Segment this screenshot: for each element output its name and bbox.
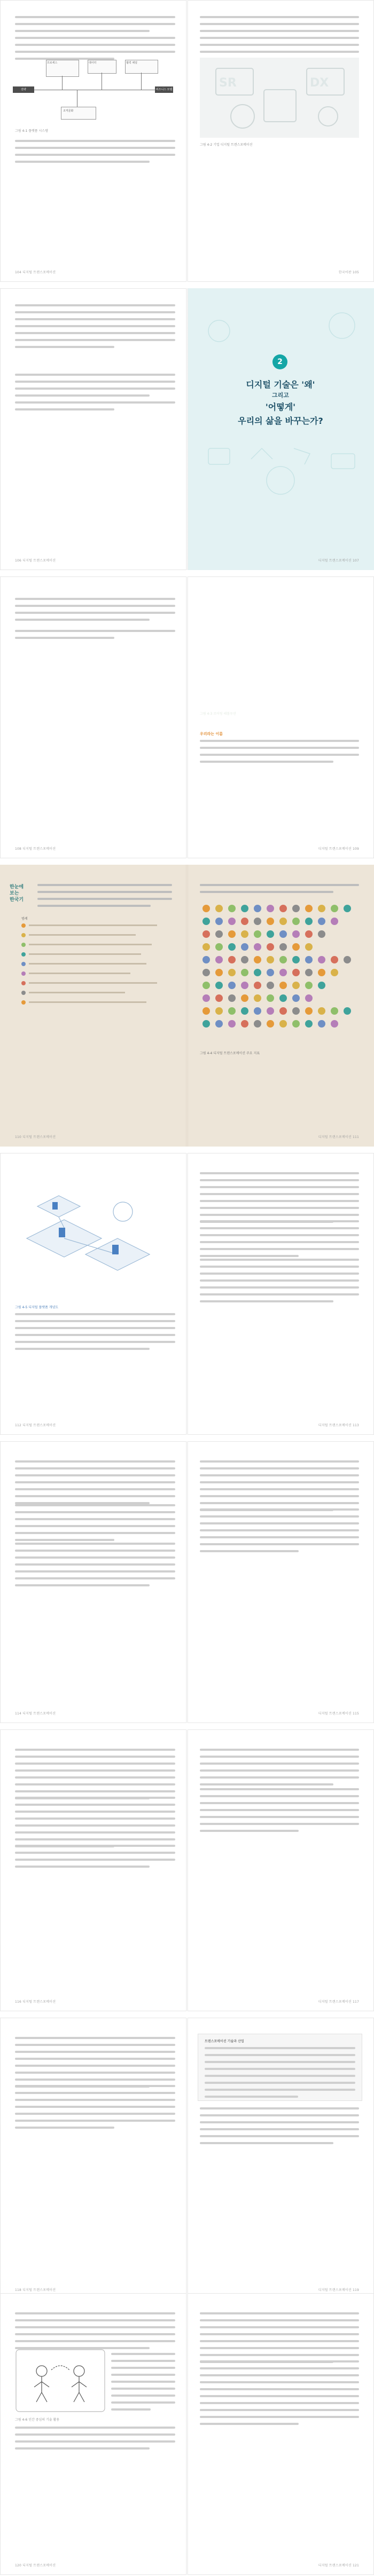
- matrix-dot: [318, 969, 325, 976]
- matrix-dot: [267, 956, 274, 963]
- matrix-dot: [202, 905, 210, 912]
- matrix-dot: [202, 1020, 210, 1028]
- sidebar-box: [198, 2034, 362, 2101]
- matrix-dot: [267, 1020, 274, 1028]
- matrix-dot: [318, 905, 325, 912]
- page-115: [187, 1441, 374, 1723]
- matrix-dot: [215, 956, 223, 963]
- matrix-dot: [254, 956, 261, 963]
- matrix-dot: [305, 994, 313, 1002]
- page-116: [0, 1729, 188, 2011]
- matrix-dot: [228, 918, 236, 925]
- body-text: [15, 630, 175, 644]
- matrix-dot: [292, 905, 300, 912]
- matrix-dot: [202, 1007, 210, 1015]
- matrix-dot: [305, 930, 313, 938]
- matrix-dot: [305, 918, 313, 925]
- page-footer: 디지털 트랜스포메이션 109: [318, 847, 359, 851]
- page-111: [187, 865, 374, 1147]
- matrix-dot: [228, 1020, 236, 1028]
- matrix-dot: [241, 918, 248, 925]
- platform-illustration: [5, 1174, 182, 1297]
- body-text: [15, 1797, 175, 1852]
- matrix-dot: [267, 994, 274, 1002]
- matrix-dot: [267, 930, 274, 938]
- matrix-dot: [228, 956, 236, 963]
- page-119: [187, 2018, 374, 2300]
- matrix-dot: [305, 956, 313, 963]
- matrix-dot: [254, 1007, 261, 1015]
- matrix-dot: [254, 918, 261, 925]
- matrix-dot: [254, 1020, 261, 1028]
- body-text: [15, 598, 175, 626]
- body-text: [200, 1788, 359, 1837]
- page-118: [0, 2018, 188, 2300]
- sketch-illustration: [15, 2349, 106, 2413]
- page-footer: 108 디지털 트랜스포메이션: [15, 847, 56, 851]
- matrix-dot: [215, 1020, 223, 1028]
- legend-title: 범례: [21, 917, 28, 921]
- matrix-dot: [228, 943, 236, 951]
- matrix-dot: [331, 918, 338, 925]
- body-text: [200, 1259, 359, 1307]
- matrix-dot: [292, 1007, 300, 1015]
- matrix-dot: [279, 1007, 287, 1015]
- matrix-dot: [279, 956, 287, 963]
- matrix-dot: [331, 1007, 338, 1015]
- body-text: [200, 1508, 359, 1557]
- matrix-dot: [344, 905, 351, 912]
- diagram-label: 프로세스: [47, 61, 58, 65]
- dot-matrix: [200, 902, 360, 1041]
- matrix-dot: [267, 969, 274, 976]
- body-text: [200, 2107, 359, 2149]
- matrix-dot: [292, 918, 300, 925]
- figure-caption: 그림 4-2 기업 디지털 트랜스포메이션: [200, 143, 253, 147]
- matrix-dot: [254, 943, 261, 951]
- matrix-dot: [215, 969, 223, 976]
- page-footer: 디지털 트랜스포메이션 117: [318, 2000, 359, 2004]
- matrix-dot: [292, 969, 300, 976]
- matrix-dot: [292, 956, 300, 963]
- matrix-dot: [344, 1007, 351, 1015]
- matrix-dot: [254, 930, 261, 938]
- matrix-dot: [305, 943, 313, 951]
- page-footer: 120 디지털 트랜스포메이션: [15, 2564, 56, 2567]
- matrix-dot: [202, 930, 210, 938]
- body-text: [15, 1460, 175, 1509]
- diagram-label: 전략: [13, 86, 34, 93]
- page-110: [0, 865, 187, 1147]
- matrix-dot: [279, 943, 287, 951]
- matrix-dot: [318, 1020, 325, 1028]
- body-text: [15, 401, 175, 415]
- svg-text:DX: DX: [310, 76, 329, 90]
- matrix-dot: [228, 930, 236, 938]
- matrix-dot: [215, 905, 223, 912]
- figure-caption: 그림 4-3 로어링 레볼루션: [200, 712, 236, 716]
- page-footer: 106 디지털 트랜스포메이션: [15, 559, 56, 563]
- body-text: [15, 1543, 175, 1591]
- body-text: [200, 1172, 359, 1228]
- chapter-number: 2: [272, 354, 287, 369]
- page-footer: 118 디지털 트랜스포메이션: [15, 2288, 56, 2292]
- spread-6: [0, 1441, 374, 1723]
- body-text: [200, 1220, 359, 1262]
- matrix-dot: [267, 905, 274, 912]
- page-footer: 디지털 트랜스포메이션 111: [318, 1135, 359, 1139]
- page-108: [0, 576, 188, 858]
- diagram-label: 조직문화: [63, 109, 74, 113]
- body-text: [15, 1504, 175, 1546]
- matrix-dot: [202, 982, 210, 989]
- page-footer: 110 디지털 트랜스포메이션: [15, 1135, 56, 1139]
- matrix-dot: [215, 994, 223, 1002]
- spread-5: [0, 1153, 374, 1435]
- page-footer: 114 디지털 트랜스포메이션: [15, 1712, 56, 1716]
- matrix-dot: [241, 930, 248, 938]
- diagram-label: 협력 채널: [126, 61, 137, 65]
- body-text: [15, 1845, 175, 1872]
- chapter-opener: [187, 288, 374, 570]
- page-footer: 디지털 트랜스포메이션 113: [318, 1424, 359, 1427]
- matrix-dot: [215, 982, 223, 989]
- body-text: [111, 2353, 175, 2415]
- body-text: [15, 374, 175, 401]
- matrix-dot: [267, 982, 274, 989]
- matrix-dot: [202, 969, 210, 976]
- page-105: [187, 0, 374, 282]
- matrix-dot: [254, 969, 261, 976]
- body-text: [15, 2312, 175, 2354]
- body-text: [15, 16, 175, 65]
- diagram-label: 비즈니스 모델: [155, 86, 173, 93]
- spread-7: [0, 1729, 374, 2011]
- matrix-dot: [331, 905, 338, 912]
- matrix-dot: [228, 1007, 236, 1015]
- matrix-dot: [305, 905, 313, 912]
- body-text: [37, 884, 172, 912]
- matrix-dot: [254, 982, 261, 989]
- matrix-dot: [292, 982, 300, 989]
- body-text: [15, 1749, 175, 1804]
- page-footer: 디지털 트랜스포메이션 107: [318, 559, 359, 563]
- body-text: [15, 2427, 175, 2454]
- matrix-dot: [279, 969, 287, 976]
- matrix-dot: [318, 1007, 325, 1015]
- sidebar-title: 트랜스포메이션 기술과 산업: [205, 2040, 244, 2043]
- matrix-dot: [215, 1007, 223, 1015]
- matrix-dot: [241, 982, 248, 989]
- page-footer: 116 디지털 트랜스포메이션: [15, 2000, 56, 2004]
- matrix-dot: [241, 943, 248, 951]
- body-text: [15, 2085, 175, 2134]
- matrix-dot: [292, 943, 300, 951]
- chapter-title-line: '어떻게': [265, 402, 296, 412]
- matrix-dot: [318, 930, 325, 938]
- matrix-dot: [215, 918, 223, 925]
- chapter-title-line: 그리고: [272, 392, 289, 399]
- spread-4: [0, 865, 374, 1147]
- page-104: [0, 0, 188, 282]
- matrix-dot: [241, 1020, 248, 1028]
- matrix-dot: [267, 1007, 274, 1015]
- body-text: [200, 740, 359, 768]
- matrix-dot: [267, 918, 274, 925]
- spread-8: [0, 2018, 374, 2300]
- matrix-dot: [318, 982, 325, 989]
- body-text: [200, 884, 359, 898]
- matrix-dot: [331, 969, 338, 976]
- page-113: [187, 1153, 374, 1435]
- page-106: [0, 288, 188, 570]
- matrix-dot: [254, 905, 261, 912]
- matrix-dot: [292, 1020, 300, 1028]
- matrix-dot: [228, 982, 236, 989]
- matrix-dot: [241, 969, 248, 976]
- dx-illustration: [200, 58, 359, 138]
- matrix-dot: [292, 994, 300, 1002]
- page-112: [0, 1153, 188, 1435]
- matrix-dot: [318, 918, 325, 925]
- matrix-dot: [202, 994, 210, 1002]
- page-footer: 한국어판 105: [338, 271, 359, 274]
- matrix-dot: [202, 918, 210, 925]
- matrix-dot: [305, 969, 313, 976]
- figure-caption: 그림 4-6 인간 중심의 기술 활용: [15, 2418, 60, 2422]
- matrix-dot: [344, 956, 351, 963]
- matrix-dot: [202, 943, 210, 951]
- svg-text:SR: SR: [219, 76, 237, 90]
- matrix-dot: [305, 1007, 313, 1015]
- platform-diagram: [13, 60, 173, 123]
- matrix-dot: [279, 905, 287, 912]
- matrix-dot: [215, 943, 223, 951]
- matrix-dot: [215, 930, 223, 938]
- matrix-dot: [292, 930, 300, 938]
- matrix-dot: [267, 943, 274, 951]
- matrix-dot: [202, 956, 210, 963]
- matrix-dot: [331, 956, 338, 963]
- matrix-dot: [305, 982, 313, 989]
- matrix-dot: [318, 956, 325, 963]
- matrix-dot: [241, 1007, 248, 1015]
- spread-1: [0, 0, 374, 282]
- body-text: [15, 1313, 175, 1355]
- figure-caption: 그림 4-5 디지털 플랫폼 개념도: [15, 1306, 59, 1309]
- body-text: [200, 2360, 359, 2430]
- page-117: [187, 1729, 374, 2011]
- section-heading: 우리라는 이름: [200, 732, 223, 736]
- body-text: [200, 1749, 359, 1790]
- page-114: [0, 1441, 188, 1723]
- matrix-dot: [279, 930, 287, 938]
- chapter-title-line: 우리의 삶을 바꾸는가?: [238, 416, 323, 426]
- spread-2: [0, 288, 374, 570]
- matrix-dot: [279, 994, 287, 1002]
- matrix-dot: [254, 994, 261, 1002]
- spread-9: [0, 2293, 374, 2575]
- matrix-dot: [279, 918, 287, 925]
- matrix-dot: [241, 994, 248, 1002]
- matrix-dot: [241, 956, 248, 963]
- chapter-title-line: 디지털 기술은 '왜': [246, 380, 315, 390]
- page-footer: 디지털 트랜스포메이션 115: [318, 1712, 359, 1716]
- legend: [21, 923, 171, 1025]
- body-text: [15, 2037, 175, 2092]
- side-title: 한눈에 보는 한국기: [10, 884, 24, 903]
- figure-caption: 그림 4-1 플랫폼 시스템: [15, 129, 48, 133]
- page-120: [0, 2293, 188, 2575]
- body-text: [15, 140, 175, 168]
- page-footer: 디지털 트랜스포메이션 121: [318, 2564, 359, 2567]
- page-footer: 112 디지털 트랜스포메이션: [15, 1424, 56, 1427]
- spread-3: [0, 576, 374, 858]
- page-109: [187, 576, 374, 858]
- matrix-dot: [228, 969, 236, 976]
- matrix-dot: [305, 1020, 313, 1028]
- page-footer: 104 디지털 트랜스포메이션: [15, 271, 56, 274]
- matrix-dot: [279, 982, 287, 989]
- body-text: [200, 2312, 359, 2368]
- matrix-dot: [228, 994, 236, 1002]
- figure-caption: 그림 4-4 디지털 트랜스포메이션 주요 지표: [200, 1052, 260, 1055]
- sidebar-text: [205, 2047, 355, 2103]
- matrix-dot: [228, 905, 236, 912]
- body-text: [200, 1460, 359, 1516]
- page-121: [187, 2293, 374, 2575]
- page-footer: 디지털 트랜스포메이션 119: [318, 2288, 359, 2292]
- matrix-dot: [241, 905, 248, 912]
- body-text: [15, 304, 175, 353]
- matrix-dot: [331, 1020, 338, 1028]
- diagram-label: 데이터: [89, 61, 97, 65]
- matrix-dot: [279, 1020, 287, 1028]
